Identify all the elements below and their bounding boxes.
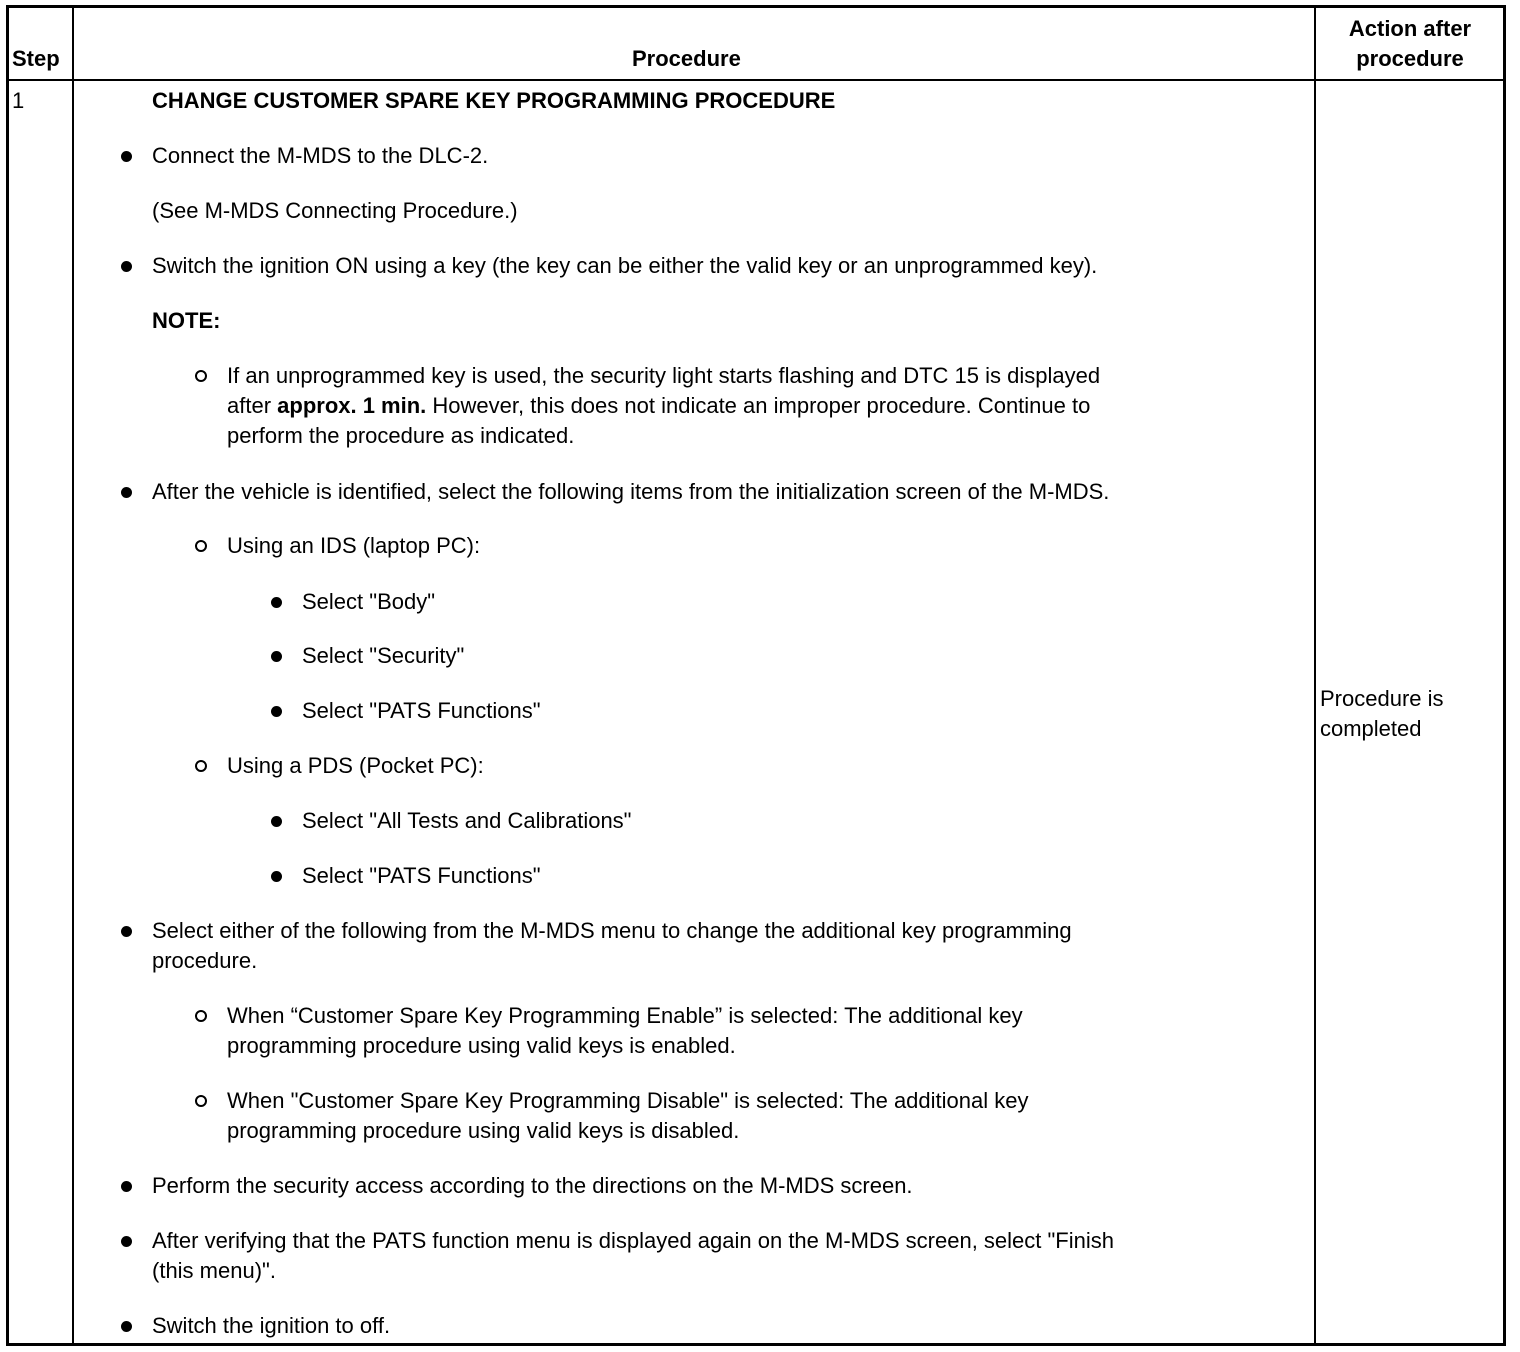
note-text: perform the procedure as indicated. [227,423,575,448]
bullet-icon [121,926,132,937]
sub-list-item-continuation: programming procedure using valid keys is enabled. [227,1033,736,1058]
note-text: If an unprogrammed key is used, the security light starts flashing and DTC 15 is displayed [227,363,1101,388]
list-item-continuation: (this menu)". [152,1258,276,1283]
list-item: After the vehicle is identified, select the following items from the initialization screen of the M-MDS. [152,479,1110,504]
bullet-icon [121,1181,132,1192]
circle-bullet-icon [195,540,207,552]
sub-sub-list-item: Select "All Tests and Calibrations" [302,808,632,833]
bullet-icon [121,151,132,162]
bullet-icon [271,706,282,717]
bullet-icon [271,651,282,662]
note-text: after approx. 1 min. However, this does not indicate an improper procedure. Continue to [227,393,1091,418]
circle-bullet-icon [195,760,207,772]
reference-text: (See M-MDS Connecting Procedure.) [152,198,518,223]
sub-sub-list-item: Select "Security" [302,643,465,668]
bullet-icon [121,261,132,272]
bullet-icon [271,816,282,827]
header-divider [9,79,1503,81]
step-number: 1 [12,88,25,113]
list-item: Perform the security access according to the directions on the M-MDS screen. [152,1173,913,1198]
sub-sub-list-item: Select "Body" [302,589,436,614]
sub-list-item: Using a PDS (Pocket PC): [227,753,484,778]
bullet-icon [271,871,282,882]
column-divider [72,8,74,1343]
circle-bullet-icon [195,370,207,382]
sub-sub-list-item: Select "PATS Functions" [302,863,541,888]
bullet-icon [121,487,132,498]
note-label: NOTE: [152,308,221,333]
list-item: Connect the M-MDS to the DLC-2. [152,143,489,168]
procedure-title: CHANGE CUSTOMER SPARE KEY PROGRAMMING PROCEDURE [152,88,836,113]
header-step: Step [12,46,60,71]
list-item: Select either of the following from the M-MDS menu to change the additional key programming [152,918,1072,943]
list-item: Switch the ignition ON using a key (the key can be either the valid key or an unprogrammed key). [152,253,1098,278]
sub-sub-list-item: Select "PATS Functions" [302,698,541,723]
sub-list-item: When "Customer Spare Key Programming Disable" is selected: The additional key [227,1088,1029,1113]
sub-list-item: When “Customer Spare Key Programming Enable” is selected: The additional key [227,1003,1023,1028]
action-text: completed [1320,716,1422,741]
bullet-icon [271,597,282,608]
action-text: Procedure is [1320,686,1444,711]
list-item-continuation: procedure. [152,948,258,973]
header-procedure: Procedure [632,46,741,71]
list-item: After verifying that the PATS function menu is displayed again on the M-MDS screen, select "Finish [152,1228,1114,1253]
bullet-icon [121,1321,132,1332]
circle-bullet-icon [195,1010,207,1022]
list-item: Switch the ignition to off. [152,1313,391,1338]
bullet-icon [121,1236,132,1247]
sub-list-item: Using an IDS (laptop PC): [227,533,481,558]
header-action-line2: procedure [1356,46,1464,71]
header-action-line1: Action after [1348,16,1472,41]
sub-list-item-continuation: programming procedure using valid keys is disabled. [227,1118,740,1143]
column-divider [1314,8,1316,1343]
circle-bullet-icon [195,1095,207,1107]
